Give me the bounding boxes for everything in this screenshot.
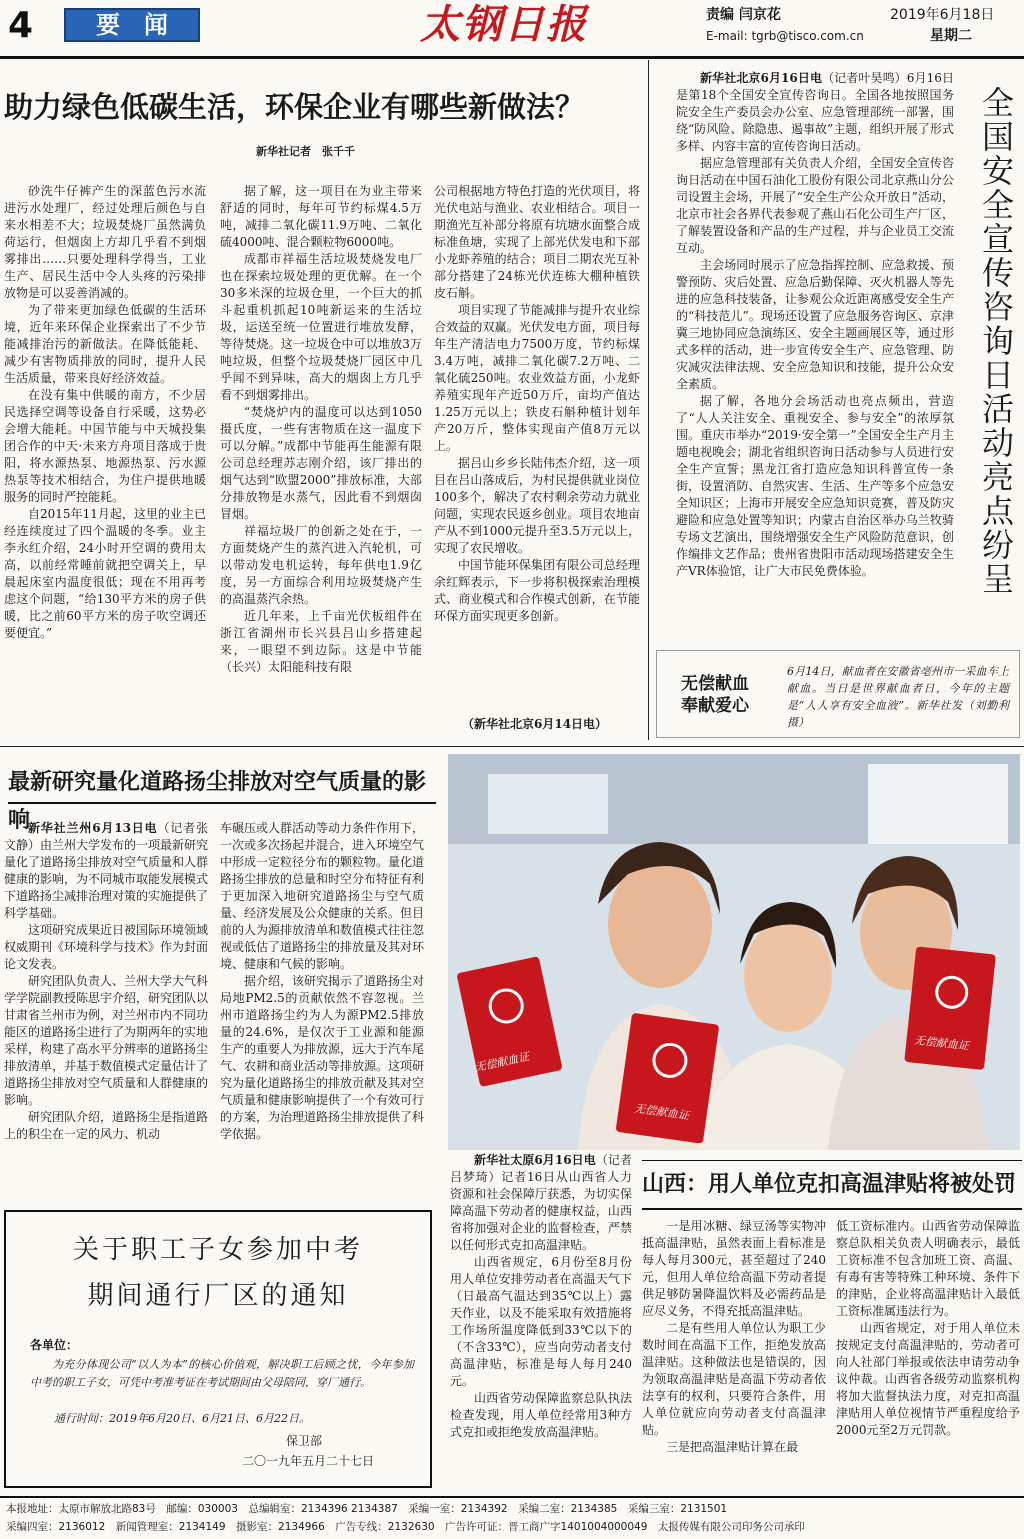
section-tab <box>64 8 200 42</box>
paragraph: 二是有些用人单位认为职工少数时间在高温下工作，拒绝发放高温津贴。这种做法也是错误的，因为领取高温津贴是高温下劳动者依法享有的权利，只要符合条件，用人单位就应向劳动者支付高温津贴。 <box>642 1321 826 1437</box>
paragraph: 山西省规定，6月份至8月份用人单位安排劳动者在高温天气下（日最高气温达到35℃以上）露天作业，以及不能采取有效措施将工作场所温度降低到33℃以下的（不含33℃），应当向劳动者支付高温津贴，标准是每人每月240元。 <box>450 1255 632 1388</box>
paragraph: 研究团队负责人、兰州大学大气科学学院副教授陈思宇介绍，研究团队以甘肃省兰州市为例，对兰州市内不同功能区的道路扬尘进行了为期两年的实地采样，构建了高水平分辨率的道路扬尘排放清单，并基于数值模式定量估计了道路扬尘排放对空气质量和人群健康的影响。 <box>4 974 209 1107</box>
article-shanxi-col2 <box>642 1218 826 1486</box>
paragraph-text: （记者吕梦琦）记者16日从山西省人力资源和社会保障厅获悉，为切实保障高温下劳动者的健康权益，山西省将加强对企业的监督检查，严禁以任何形式克扣高温津贴。 <box>450 1153 632 1252</box>
notice-body: 为充分体现公司“以人为本”的核心价值观，解决职工后顾之忧，今年参加中考的职工子女，可凭中考准考证在考试期间由父母陪同，穿厂通行。 <box>30 1358 414 1389</box>
notice-recipient: 各单位： <box>30 1338 79 1352</box>
notice-time: 通行时间：2019年6月20日、6月21日、6月22日。 <box>54 1412 310 1425</box>
paragraph <box>4 820 208 922</box>
paragraph: 研究团队介绍，道路扬尘是指道路上的积尘在一定的风力、机动 <box>4 1110 209 1141</box>
article-safety-vertical-title: 全国安全宣传咨询日活动亮点纷呈 <box>977 86 1015 596</box>
article-lowcarbon-col2 <box>220 183 422 741</box>
article-shanxi-col1 <box>450 1152 632 1484</box>
paragraph: 低工资标准内。山西省劳动保障监察总队相关负责人明确表示，最低工资标准不包含加班工资、高温、有毒有害等特殊工种环境、条件下的津贴，企业将高温津贴计入最低工资标准属违法行为。 <box>836 1219 1020 1318</box>
masthead-rule <box>0 56 1024 59</box>
paragraph: 据了解，这一项目在为业主带来舒适的同时，每年可节约标煤4.5万吨，减排二氧化碳11.9万吨、二氧化硫4000吨、混合颗粒物6000吨。 <box>220 184 422 249</box>
blood-box <box>656 650 1020 738</box>
notice-title-2: 期间通行厂区的通知 <box>87 1281 349 1311</box>
article-lowcarbon-title: 助力绿色低碳生活，环保企业有哪些新做法？ <box>4 90 585 124</box>
paragraph-text: 6月16日是第18个全国安全宣传咨询日。全国各地按照国务院安全生产委员会办公室、应急管理部统一部署，围绕“防风险、除隐患、遏事故”主题，组织开展了形式多样、内容丰富的宣传咨询日活动。 <box>676 71 954 153</box>
donation-card-text-left: 无偿献血证 <box>473 1050 531 1075</box>
paragraph: 砂洗牛仔裤产生的深蓝色污水流进污水处理厂，经过处理后颜色与自来水相差不大；垃圾焚烧厂虽然满负荷运行，但烟囱上方却几乎看不到烟雾排出……只要处理科学得当，工业生产、居民生活中令人头疼的污染排放物是可以妥善消减的。 <box>4 184 206 300</box>
masthead <box>0 0 1024 56</box>
blood-box-caption: 6月14日，献血者在安徽省亳州市一采血车上献血。当日是世界献血者日，今年的主题是“人人享有安全血液”。新华社发（刘勤利 摄） <box>787 665 1009 729</box>
editor-name: 责编 闫京花 <box>706 7 781 23</box>
dateline: 新华社兰州6月13日电 <box>28 821 158 835</box>
article-dust-col2 <box>220 820 424 1198</box>
column-rule <box>648 60 649 740</box>
footer-rule <box>0 1496 1024 1498</box>
paragraph: 据应急管理部有关负责人介绍，全国安全宣传咨询日活动在中国石油化工股份有限公司北京燕山分公司设置主会场，开展了“安全生产公众开放日”活动，北京市社会各界代表参观了燕山石化公司生产厂区，了解装置设备和产品的生产过程，并与企业员工交流互动。 <box>676 156 954 255</box>
paragraph-text: （记者张文静）由兰州大学发布的一项最新研究量化了道路扬尘排放对空气质量和人群健康的影响，为不同城市取能发展模式下道路扬尘减排治理对策的实施提供了科学基础。 <box>4 821 209 920</box>
photo-illustration <box>448 754 1020 1150</box>
article-safety-body <box>676 70 954 636</box>
blood-donors-photo <box>448 754 1020 1150</box>
issue-weekday: 星期二 <box>930 28 972 44</box>
reporter: （记者叶昊鸣） <box>822 71 907 85</box>
paragraph: 为了带来更加绿色低碳的生活环境，近年来环保企业探索出了不少节能减排治污的新做法。在降低能耗、减少有害物质排放的同时，提升人民生活质量，带来良好经济效益。 <box>4 303 206 385</box>
donation-card-text-middle: 无偿献血证 <box>633 1101 690 1123</box>
paragraph: 在没有集中供暖的南方，不少居民选择空调等设备自行采暖，这势必会增大能耗。中国节能与中天城投集团合作的中天·未来方舟项目落成于贵阳，将水源热泵、地源热泵、污水源热泵等技术相结合，为住户提供地暖服务的同时严控能耗。 <box>4 388 206 504</box>
footer-line-2: 采编四室：2136012 新闻管理室：2134149 摄影室：2134966 广告专线：2132630 广告许可证：晋工商广字1401004000049 太报传媒有限公司印务公司承印 <box>6 1521 805 1533</box>
article-dust-title: 最新研究量化道路扬尘排放对空气质量的影响 <box>8 764 436 804</box>
paragraph: 成都市祥福生活垃圾焚烧发电厂也在探索垃圾处理的更优解。在一个30多米深的垃圾仓里，一个巨大的抓斗起重机抓起10吨新运来的生活垃圾，运送至统一位置进行堆放发酵，等待焚烧。这一垃圾仓中可以堆放3万吨垃圾，但整个垃圾焚烧厂园区中几乎闻不到异味，高大的烟囱上方几乎看不到烟雾排出。 <box>220 252 422 402</box>
paragraph <box>450 1152 632 1254</box>
dateline: 新华社北京6月16日电 <box>700 71 823 85</box>
paragraph: 主会场同时展示了应急指挥控制、应急救援、预警预防、灾后处置、应急后勤保障、灭火机器人等先进的应急科技装备，让参观公众近距离感受安全生产的“科技范儿”。现场还设置了应急服务咨询区、京津冀三地协同应急演练区、安全主题画展区等，通过形式多样的活动，进一步宣传安全生产、应急管理、防灾减灾法律法规、安全应急知识和技能，提升公众安全素质。 <box>676 258 954 391</box>
paper-name: 太钢日报 <box>420 1 588 48</box>
editor-email[interactable]: E-mail: tgrb@tisco.com.cn <box>706 29 864 43</box>
paragraph: 这项研究成果近日被国际环境领域权威期刊《环境科学与技术》作为封面论文发表。 <box>4 923 209 971</box>
section-rule <box>0 746 1024 747</box>
dateline: 新华社太原6月16日电 <box>474 1153 596 1167</box>
article-lowcarbon-col1 <box>4 183 206 741</box>
footer-line-1: 本报地址：太原市解放北路83号 邮编：030003 总编辑室：2134396 2134387 采编一室：2134392 采编二室：2134385 采编三室：2131501 <box>6 1503 728 1515</box>
paragraph: 近几年来，上千亩光伏板组件在浙江省湖州市长兴县吕山乡搭建起来，一眼望不到边际。这是中节能（长兴）太阳能科技有限 <box>220 609 422 674</box>
paragraph: 车碾压或人群活动等动力条件作用下，一次或多次扬起并混合，进入环境空气中形成一定粒径分布的颗粒物。量化道路扬尘排放的总量和时空分布特征有利于更加深入地研究道路扬尘与空气质量、经济发展及公众健康的关系。但目前的人为源排放清单和数值模式往往忽视或低估了道路扬尘的排放量及其对环境、健康和气候的影响。 <box>220 821 425 971</box>
paragraph: 山西省规定，对于用人单位未按规定支付高温津贴的，劳动者可向人社部门举报或依法申请劳动争议仲裁。山西省各级劳动监察机构将加大监督执法力度，对克扣高温津贴用人单位视情节严重程度给予2000元至2万元罚款。 <box>836 1321 1020 1437</box>
paragraph: 据介绍，该研究揭示了道路扬尘对局地PM2.5的贡献依然不容忽视。兰州市道路扬尘约为人为源PM2.5排放量的24.6%，是仅次于工业源和能源生产的重要人为排放源，远大于汽车尾气、农耕和商业活动等排放源。这项研究为量化道路扬尘的排放贡献及其对空气质量和健康影响提供了一个有效可行的方案，为治理道路扬尘排放提供了科学依据。 <box>220 974 425 1141</box>
paragraph: 公司根据地方特色打造的光伏项目，将光伏电站与渔业、农业相结合。项目一期渔光互补部分将原有坑塘水面整合成标准鱼塘，实现了上部光伏发电和下部小龙虾养殖的结合；项目二期农光互补部分搭建了24栋光伏连栋大棚种植铁皮石斛。 <box>434 184 640 300</box>
paragraph: 祥福垃圾厂的创新之处在于，一方面焚烧产生的蒸汽进入汽轮机，可以带动发电机运转，每年供电1.9亿度，另一方面综合利用垃圾焚烧产生的高温蒸汽余热。 <box>220 524 422 606</box>
paragraph <box>676 70 954 155</box>
section-label: 要 闻 <box>96 11 168 39</box>
notice-box <box>4 1210 432 1488</box>
paragraph: 自2015年11月起，这里的业主已经连续度过了四个温暖的冬季。业主李永红介绍，24小时开空调的费用太高，以前经常睡前就把空调关上，早晨起床室内温度很低；现在不用再考虑这个问题，“给130平方米的房子供暖，比之前60平方米的房子吹空调还要便宜。” <box>4 507 206 640</box>
paragraph: 据了解，各地分会场活动也亮点频出，营造了“人人关注安全、重视安全、参与安全”的浓厚氛围。重庆市举办“2019·安全第一”全国安全生产月主题电视晚会；湖北省组织咨询日活动参与人员进行安全生产宣誓；黑龙江省打造应急知识科普宣传一条街，设置消防、自然灾害、生活、生产等多个应急安全知识区；上海市开展安全应急知识竞赛，普及防灾避险和应急处置等知识；内蒙古自治区举办乌兰牧骑专场文艺演出，围绕增强安全生产风险防范意识，创作编排文艺作品；贵州省贵阳市活动现场搭建安全生产VR体验馆，让广大市民免费体验。 <box>676 394 954 578</box>
paragraph: “焚烧炉内的温度可以达到1050摄氏度，一些有害物质在这一温度下可以分解。”成都中节能再生能源有限公司总经理苏志刚介绍，该厂排出的烟气达到“欧盟2000”排放标准，大部分排放物是水蒸气，因此看不到烟囱冒烟。 <box>220 405 422 521</box>
issue-date: 2019年6月18日 <box>890 7 995 23</box>
article-dust-col1 <box>4 820 208 1198</box>
notice-signer: 保卫部 <box>286 1434 323 1448</box>
page-number: 4 <box>8 5 34 46</box>
article-shanxi-col3 <box>836 1218 1020 1486</box>
notice-date: 二〇一九年五月二十七日 <box>242 1454 375 1468</box>
donation-card-text-right: 无偿献血证 <box>913 1033 970 1053</box>
paragraph: 项目实现了节能减排与提升农业综合效益的双赢。光伏发电方面，项目每年生产清洁电力7500万度，节约标煤3.4万吨，减排二氧化碳7.2万吨、二氧化硫250吨。农业效益方面，小龙虾养殖实现年产近50万斤，亩均产值达1.25万元以上；铁皮石斛种植计划年产20万斤，整体实现亩产值8万元以上。 <box>434 303 640 453</box>
article-lowcarbon-byline: 新华社记者 张千千 <box>256 145 355 158</box>
article-lowcarbon-col3 <box>434 183 640 719</box>
paragraph: 山西省劳动保障监察总队执法检查发现，用人单位经常用3种方式克扣或拒绝发放高温津贴。 <box>450 1391 632 1439</box>
paragraph: 三是把高温津贴计算在最 <box>666 1440 799 1454</box>
notice-title-1: 关于职工子女参加中考 <box>72 1235 363 1265</box>
paragraph: 中国节能环保集团有限公司总经理余红辉表示，下一步将积极探索治理模式、商业模式和合作模式创新，在节能环保方面实现更多创新。 <box>434 558 640 623</box>
blood-box-title-1: 无偿献血 <box>681 674 749 694</box>
article-shanxi-title: 山西：用人单位克扣高温津贴将被处罚 <box>642 1160 1022 1210</box>
paragraph: 一是用冰糖、绿豆汤等实物冲抵高温津贴，虽然表面上看标准是每人每月300元，甚至超过了240元，但用人单位给高温下劳动者提供足够防暑降温饮料及必需药品是应尽义务，不得充抵高温津贴。 <box>642 1219 826 1318</box>
blood-box-title-2: 奉献爱心 <box>681 696 749 716</box>
paragraph: 据吕山乡乡长陆伟杰介绍，这一项目在吕山落成后，为村民提供就业岗位100多个，解决了农村剩余劳动力就业问题，实现农民返乡创业。项目农地亩产从不到1000元提升至3.5万元以上，实现了农民增收。 <box>434 456 640 555</box>
article-lowcarbon-dateline: （新华社北京6月14日电） <box>462 717 608 731</box>
